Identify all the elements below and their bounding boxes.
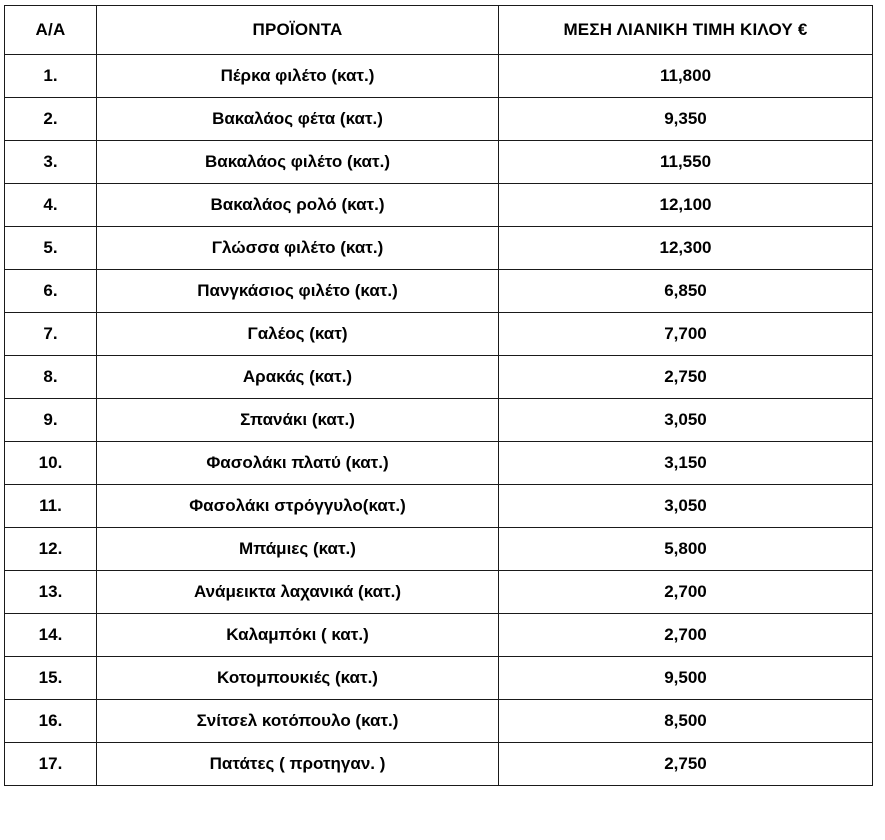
- product-price-cell: 3,050: [499, 399, 873, 442]
- table-row: [5, 227, 873, 270]
- product-name-cell: Πατάτες ( προτηγαν. ): [97, 743, 499, 786]
- product-name-cell: Αρακάς (κατ.): [97, 356, 499, 399]
- product-name-cell: Γαλέος (κατ): [97, 313, 499, 356]
- product-name-cell: Κοτομπουκιές (κατ.): [97, 657, 499, 700]
- table-header-row: [5, 6, 873, 55]
- table-header: [5, 6, 873, 55]
- product-price-cell: 8,500: [499, 700, 873, 743]
- table-row: [5, 184, 873, 227]
- table-row: [5, 700, 873, 743]
- row-index-cell: 8.: [5, 356, 97, 399]
- product-name-cell: Φασολάκι στρόγγυλο(κατ.): [97, 485, 499, 528]
- table-row: [5, 399, 873, 442]
- row-index-cell: 1.: [5, 55, 97, 98]
- table-row: [5, 356, 873, 399]
- row-index-cell: 15.: [5, 657, 97, 700]
- product-name-cell: Γλώσσα φιλέτο (κατ.): [97, 227, 499, 270]
- table-row: [5, 270, 873, 313]
- row-index-cell: 13.: [5, 571, 97, 614]
- table-row: [5, 657, 873, 700]
- row-index-cell: 6.: [5, 270, 97, 313]
- product-price-cell: 2,700: [499, 571, 873, 614]
- product-price-cell: 2,750: [499, 743, 873, 786]
- column-header-product: ΠΡΟΪΟΝΤΑ: [97, 6, 499, 55]
- row-index-cell: 17.: [5, 743, 97, 786]
- product-name-cell: Πανγκάσιος φιλέτο (κατ.): [97, 270, 499, 313]
- table-row: [5, 55, 873, 98]
- row-index-cell: 7.: [5, 313, 97, 356]
- table-row: [5, 98, 873, 141]
- row-index-cell: 3.: [5, 141, 97, 184]
- product-price-cell: 12,100: [499, 184, 873, 227]
- product-price-cell: 9,500: [499, 657, 873, 700]
- row-index-cell: 14.: [5, 614, 97, 657]
- row-index-cell: 16.: [5, 700, 97, 743]
- product-price-cell: 2,700: [499, 614, 873, 657]
- row-index-cell: 11.: [5, 485, 97, 528]
- table-row: [5, 743, 873, 786]
- table-row: [5, 141, 873, 184]
- product-price-cell: 5,800: [499, 528, 873, 571]
- row-index-cell: 4.: [5, 184, 97, 227]
- product-price-cell: 9,350: [499, 98, 873, 141]
- row-index-cell: 9.: [5, 399, 97, 442]
- product-name-cell: Μπάμιες (κατ.): [97, 528, 499, 571]
- product-name-cell: Βακαλάος φιλέτο (κατ.): [97, 141, 499, 184]
- product-price-cell: 3,050: [499, 485, 873, 528]
- product-name-cell: Πέρκα φιλέτο (κατ.): [97, 55, 499, 98]
- product-price-cell: 6,850: [499, 270, 873, 313]
- product-price-cell: 7,700: [499, 313, 873, 356]
- product-price-cell: 12,300: [499, 227, 873, 270]
- product-name-cell: Σπανάκι (κατ.): [97, 399, 499, 442]
- table-row: [5, 485, 873, 528]
- product-price-cell: 11,800: [499, 55, 873, 98]
- product-name-cell: Ανάμεικτα λαχανικά (κατ.): [97, 571, 499, 614]
- table-row: [5, 442, 873, 485]
- table-row: [5, 614, 873, 657]
- retail-price-table: [4, 5, 873, 786]
- product-price-cell: 3,150: [499, 442, 873, 485]
- row-index-cell: 12.: [5, 528, 97, 571]
- product-name-cell: Καλαμπόκι ( κατ.): [97, 614, 499, 657]
- product-name-cell: Βακαλάος ρολό (κατ.): [97, 184, 499, 227]
- row-index-cell: 5.: [5, 227, 97, 270]
- row-index-cell: 10.: [5, 442, 97, 485]
- column-header-price: ΜΕΣΗ ΛΙΑΝΙΚΗ ΤΙΜΗ ΚΙΛΟΥ €: [499, 6, 873, 55]
- product-name-cell: Φασολάκι πλατύ (κατ.): [97, 442, 499, 485]
- product-price-cell: 11,550: [499, 141, 873, 184]
- table-row: [5, 528, 873, 571]
- product-name-cell: Σνίτσελ κοτόπουλο (κατ.): [97, 700, 499, 743]
- product-name-cell: Βακαλάος φέτα (κατ.): [97, 98, 499, 141]
- column-header-index: Α/Α: [5, 6, 97, 55]
- row-index-cell: 2.: [5, 98, 97, 141]
- table-row: [5, 313, 873, 356]
- table-body: [5, 55, 873, 786]
- product-price-cell: 2,750: [499, 356, 873, 399]
- table-row: [5, 571, 873, 614]
